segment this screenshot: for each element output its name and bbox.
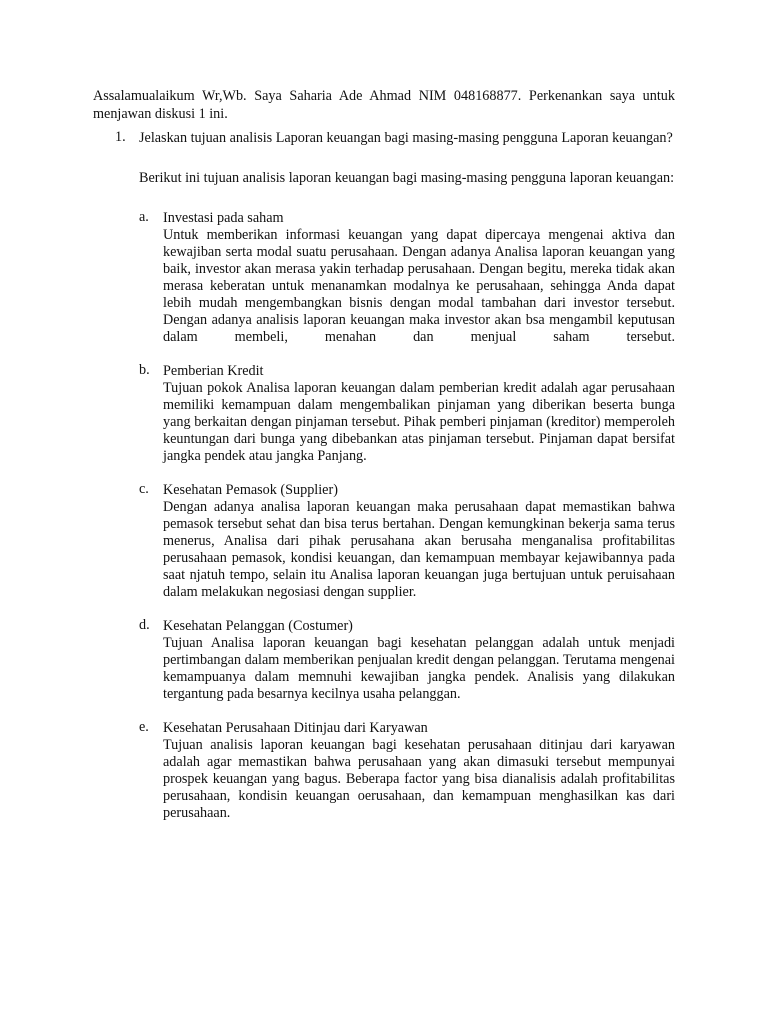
list-item-body: Tujuan Analisa laporan keuangan bagi kesehatan pelanggan adalah untuk menjadi pertimbangan dalam memberikan penjualan kredit dengan pelanggan. Terutama mengenai kemampuanya dalam memnuhi kewajiban jangka pendek. Analisis yang dilakukan tergantung pada besarnya kecilnya usaha pelanggan. <box>163 635 675 702</box>
list-item-body: Untuk memberikan informasi keuangan yang dapat dipercaya mengenai aktiva dan kewajiban serta modal suatu perusahaan. Dengan adanya Analisa laporan keuangan yang baik, investor akan merasa yakin terhadap perusahaan. Dengan begitu, mereka tidak akan merasa keberatan untuk menanamkan modalnya ke perusahaan, sehingga Anda dapat lebih mudah mengembangkan bisnis dengan modal tambahan dari investor tersebut. Dengan adanya analisis laporan keuangan maka investor akan bsa mengambil keputusan dalam membeli, menahan dan menjual saham tersebut. <box>163 227 675 345</box>
list-item-a <box>139 209 675 346</box>
list-item-letter: b. <box>139 362 150 378</box>
list-item-body: Dengan adanya analisa laporan keuangan maka perusahaan dapat memastikan bahwa pemasok tersebut sehat dan bisa terus bertahan. Dengan kemungkinan bekerja sama terus menerus, Analisa dari pihak perusahana akan berusaha menganalisa profitabilitas perusahaan pemasok, kondisi keuangan, dan kemampuan membayar kejawibannya pada saat njatuh tempo, selain itu Analisa laporan keuangan juga bertujuan untuk peruisahaan dalam melakukan negosiasi dengan supplier. <box>163 499 675 600</box>
list-item-letter: d. <box>139 617 150 633</box>
list-item-heading: Kesehatan Pemasok (Supplier) <box>163 482 338 498</box>
question-1 <box>93 129 675 822</box>
answer-lead: Berikut ini tujuan analisis laporan keuangan bagi masing-masing pengguna laporan keuangan: <box>139 170 675 186</box>
list-item-heading: Investasi pada saham <box>163 210 284 226</box>
list-item-heading: Kesehatan Perusahaan Ditinjau dari Karyawan <box>163 720 428 736</box>
list-item-letter: c. <box>139 481 149 497</box>
list-item-letter: a. <box>139 209 149 225</box>
list-item-heading: Kesehatan Pelanggan (Costumer) <box>163 618 353 634</box>
list-item-body: Tujuan analisis laporan keuangan bagi kesehatan perusahaan ditinjau dari karyawan adalah agar memastikan bahwa perusahaan yang akan dimasuki tersebut mempunyai prospek keuangan yang bagus. Beberapa factor yang bisa dianalisis adalah profitabilitas perusahaan, kondisin keuangan oerusahaan, dan kemampuan menghasilkan kas dari perusahaan. <box>163 737 675 821</box>
list-item-c <box>139 481 675 601</box>
document-page <box>93 87 675 822</box>
list-item-b <box>139 362 675 465</box>
question-text: Jelaskan tujuan analisis Laporan keuangan bagi masing-masing pengguna Laporan keuangan? <box>139 130 673 146</box>
list-item-body: Tujuan pokok Analisa laporan keuangan dalam pemberian kredit adalah agar perusahaan memiliki kemampuan dalam mengembalikan pinjaman yang diberikan beserta bunga yang berkaitan dengan pinjaman tersebut. Pihak pemberi pinjaman (kreditor) memperoleh keuntungan dari bunga yang dibebankan atas pinjaman tersebut. Pinjaman dapat bersifat jangka pendek atau jangka Panjang. <box>163 380 675 464</box>
question-number: 1. <box>115 129 126 145</box>
list-item-heading: Pemberian Kredit <box>163 363 264 379</box>
list-item-letter: e. <box>139 719 149 735</box>
list-item-e <box>139 719 675 822</box>
intro-paragraph: Assalamualaikum Wr,Wb. Saya Saharia Ade Ahmad NIM 048168877. Perkenankan saya untuk menjawan diskusi 1 ini. <box>93 88 675 122</box>
list-item-d <box>139 617 675 703</box>
